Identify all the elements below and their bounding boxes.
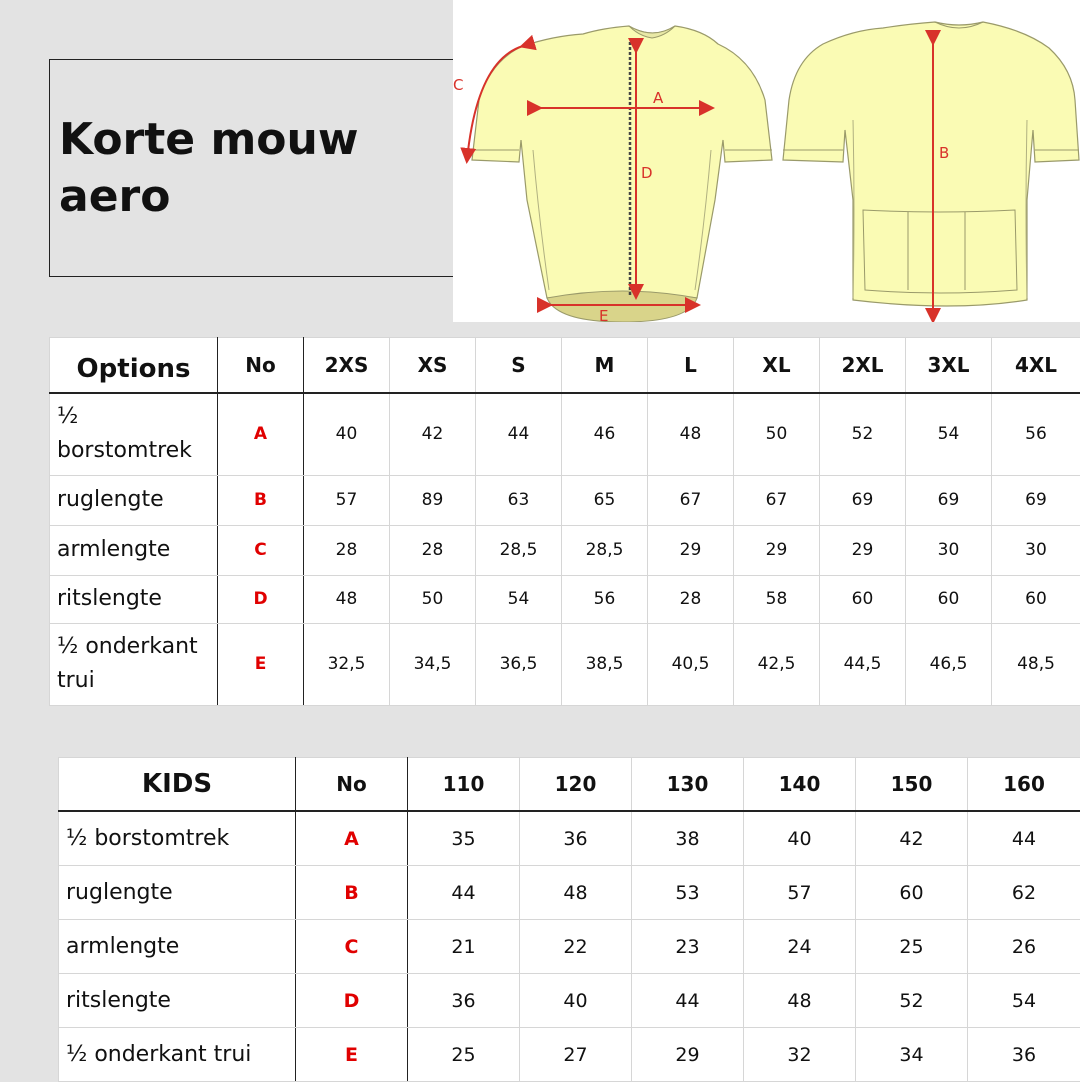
- cell: 60: [906, 575, 992, 623]
- cell: 60: [820, 575, 906, 623]
- header-size: 160: [968, 758, 1080, 812]
- row-label: armlengte: [59, 920, 296, 974]
- cell: 62: [968, 866, 1080, 920]
- cell: 38,5: [562, 623, 648, 705]
- cell: 56: [562, 575, 648, 623]
- cell: 58: [734, 575, 820, 623]
- cell: 36,5: [476, 623, 562, 705]
- cell: 48: [744, 974, 856, 1028]
- cell: 34: [856, 1028, 968, 1082]
- cell: 54: [968, 974, 1080, 1028]
- row-label: ½ onderkant trui: [59, 1028, 296, 1082]
- header-size: 120: [520, 758, 632, 812]
- cell: 30: [906, 525, 992, 575]
- row-code: C: [296, 920, 408, 974]
- header-size: XS: [390, 338, 476, 394]
- cell: 24: [744, 920, 856, 974]
- row-code: D: [218, 575, 304, 623]
- cell: 44,5: [820, 623, 906, 705]
- cell: 34,5: [390, 623, 476, 705]
- cell: 89: [390, 475, 476, 525]
- row-label: armlengte: [50, 525, 218, 575]
- header-size: 2XS: [304, 338, 390, 394]
- title-box: [49, 59, 459, 277]
- jersey-back: [783, 22, 1079, 320]
- cell: 28,5: [476, 525, 562, 575]
- cell: 42: [390, 393, 476, 475]
- cell: 69: [906, 475, 992, 525]
- cell: 54: [906, 393, 992, 475]
- label-a: A: [653, 89, 664, 107]
- row-code: E: [296, 1028, 408, 1082]
- row-label: ½ borstomtrek: [59, 811, 296, 866]
- row-label: ritslengte: [50, 575, 218, 623]
- row-code: E: [218, 623, 304, 705]
- header-size: 4XL: [992, 338, 1080, 394]
- header-size: 150: [856, 758, 968, 812]
- cell: 26: [968, 920, 1080, 974]
- cell: 32,5: [304, 623, 390, 705]
- table-row: [59, 974, 1080, 1028]
- cell: 50: [390, 575, 476, 623]
- cell: 56: [992, 393, 1080, 475]
- cell: 21: [408, 920, 520, 974]
- cell: 48: [520, 866, 632, 920]
- cell: 65: [562, 475, 648, 525]
- cell: 53: [632, 866, 744, 920]
- row-label: ritslengte: [59, 974, 296, 1028]
- cell: 35: [408, 811, 520, 866]
- table-header-row: [59, 758, 1080, 812]
- cell: 36: [520, 811, 632, 866]
- row-code: C: [218, 525, 304, 575]
- label-b: B: [939, 144, 949, 162]
- cell: 28: [304, 525, 390, 575]
- header-size: 2XL: [820, 338, 906, 394]
- row-label: ½ onderkant trui: [50, 623, 218, 705]
- cell: 48: [304, 575, 390, 623]
- cell: 69: [992, 475, 1080, 525]
- cell: 28,5: [562, 525, 648, 575]
- row-code: A: [296, 811, 408, 866]
- cell: 57: [744, 866, 856, 920]
- table-header-row: [50, 338, 1080, 394]
- cell: 52: [820, 393, 906, 475]
- cell: 44: [408, 866, 520, 920]
- cell: 29: [648, 525, 734, 575]
- table-row: [50, 575, 1080, 623]
- cell: 69: [820, 475, 906, 525]
- cell: 42,5: [734, 623, 820, 705]
- row-code: A: [218, 393, 304, 475]
- cell: 23: [632, 920, 744, 974]
- cell: 60: [856, 866, 968, 920]
- header-options: Options: [50, 338, 218, 394]
- cell: 48: [648, 393, 734, 475]
- row-code: B: [218, 475, 304, 525]
- table-row: [59, 866, 1080, 920]
- table-row: [50, 393, 1080, 475]
- cell: 38: [632, 811, 744, 866]
- cell: 67: [734, 475, 820, 525]
- label-c: C: [453, 76, 463, 94]
- cell: 29: [734, 525, 820, 575]
- table-row: [50, 623, 1080, 705]
- cell: 63: [476, 475, 562, 525]
- header-size: XL: [734, 338, 820, 394]
- header-no: No: [296, 758, 408, 812]
- cell: 25: [856, 920, 968, 974]
- header-size: 130: [632, 758, 744, 812]
- row-label: ruglengte: [59, 866, 296, 920]
- table-row: [50, 525, 1080, 575]
- header-kids: KIDS: [59, 758, 296, 812]
- cell: 25: [408, 1028, 520, 1082]
- cell: 67: [648, 475, 734, 525]
- cell: 36: [408, 974, 520, 1028]
- cell: 48,5: [992, 623, 1080, 705]
- cell: 46,5: [906, 623, 992, 705]
- cell: 44: [632, 974, 744, 1028]
- adult-size-table: [49, 337, 1080, 706]
- table-row: [59, 920, 1080, 974]
- cell: 40: [520, 974, 632, 1028]
- cell: 54: [476, 575, 562, 623]
- cell: 22: [520, 920, 632, 974]
- cell: 57: [304, 475, 390, 525]
- cell: 46: [562, 393, 648, 475]
- cell: 42: [856, 811, 968, 866]
- header-size: 3XL: [906, 338, 992, 394]
- cell: 29: [632, 1028, 744, 1082]
- cell: 36: [968, 1028, 1080, 1082]
- row-label: ruglengte: [50, 475, 218, 525]
- cell: 32: [744, 1028, 856, 1082]
- header-size: L: [648, 338, 734, 394]
- page-title: Korte mouw aero: [59, 111, 359, 225]
- header-no: No: [218, 338, 304, 394]
- header-size: 110: [408, 758, 520, 812]
- table-row: [59, 811, 1080, 866]
- label-e: E: [599, 307, 608, 322]
- cell: 60: [992, 575, 1080, 623]
- cell: 40,5: [648, 623, 734, 705]
- cell: 40: [744, 811, 856, 866]
- row-label: ½ borstomtrek: [50, 393, 218, 475]
- header-size: M: [562, 338, 648, 394]
- row-code: B: [296, 866, 408, 920]
- label-d: D: [641, 164, 653, 182]
- cell: 28: [648, 575, 734, 623]
- cell: 52: [856, 974, 968, 1028]
- cell: 28: [390, 525, 476, 575]
- table-row: [50, 475, 1080, 525]
- cell: 30: [992, 525, 1080, 575]
- kids-size-table: [58, 757, 1080, 1082]
- header-size: S: [476, 338, 562, 394]
- row-code: D: [296, 974, 408, 1028]
- cell: 40: [304, 393, 390, 475]
- table-row: [59, 1028, 1080, 1082]
- jersey-measurement-diagram: [453, 0, 1080, 322]
- cell: 50: [734, 393, 820, 475]
- cell: 29: [820, 525, 906, 575]
- cell: 27: [520, 1028, 632, 1082]
- header-size: 140: [744, 758, 856, 812]
- jersey-front: [453, 26, 772, 322]
- cell: 44: [476, 393, 562, 475]
- cell: 44: [968, 811, 1080, 866]
